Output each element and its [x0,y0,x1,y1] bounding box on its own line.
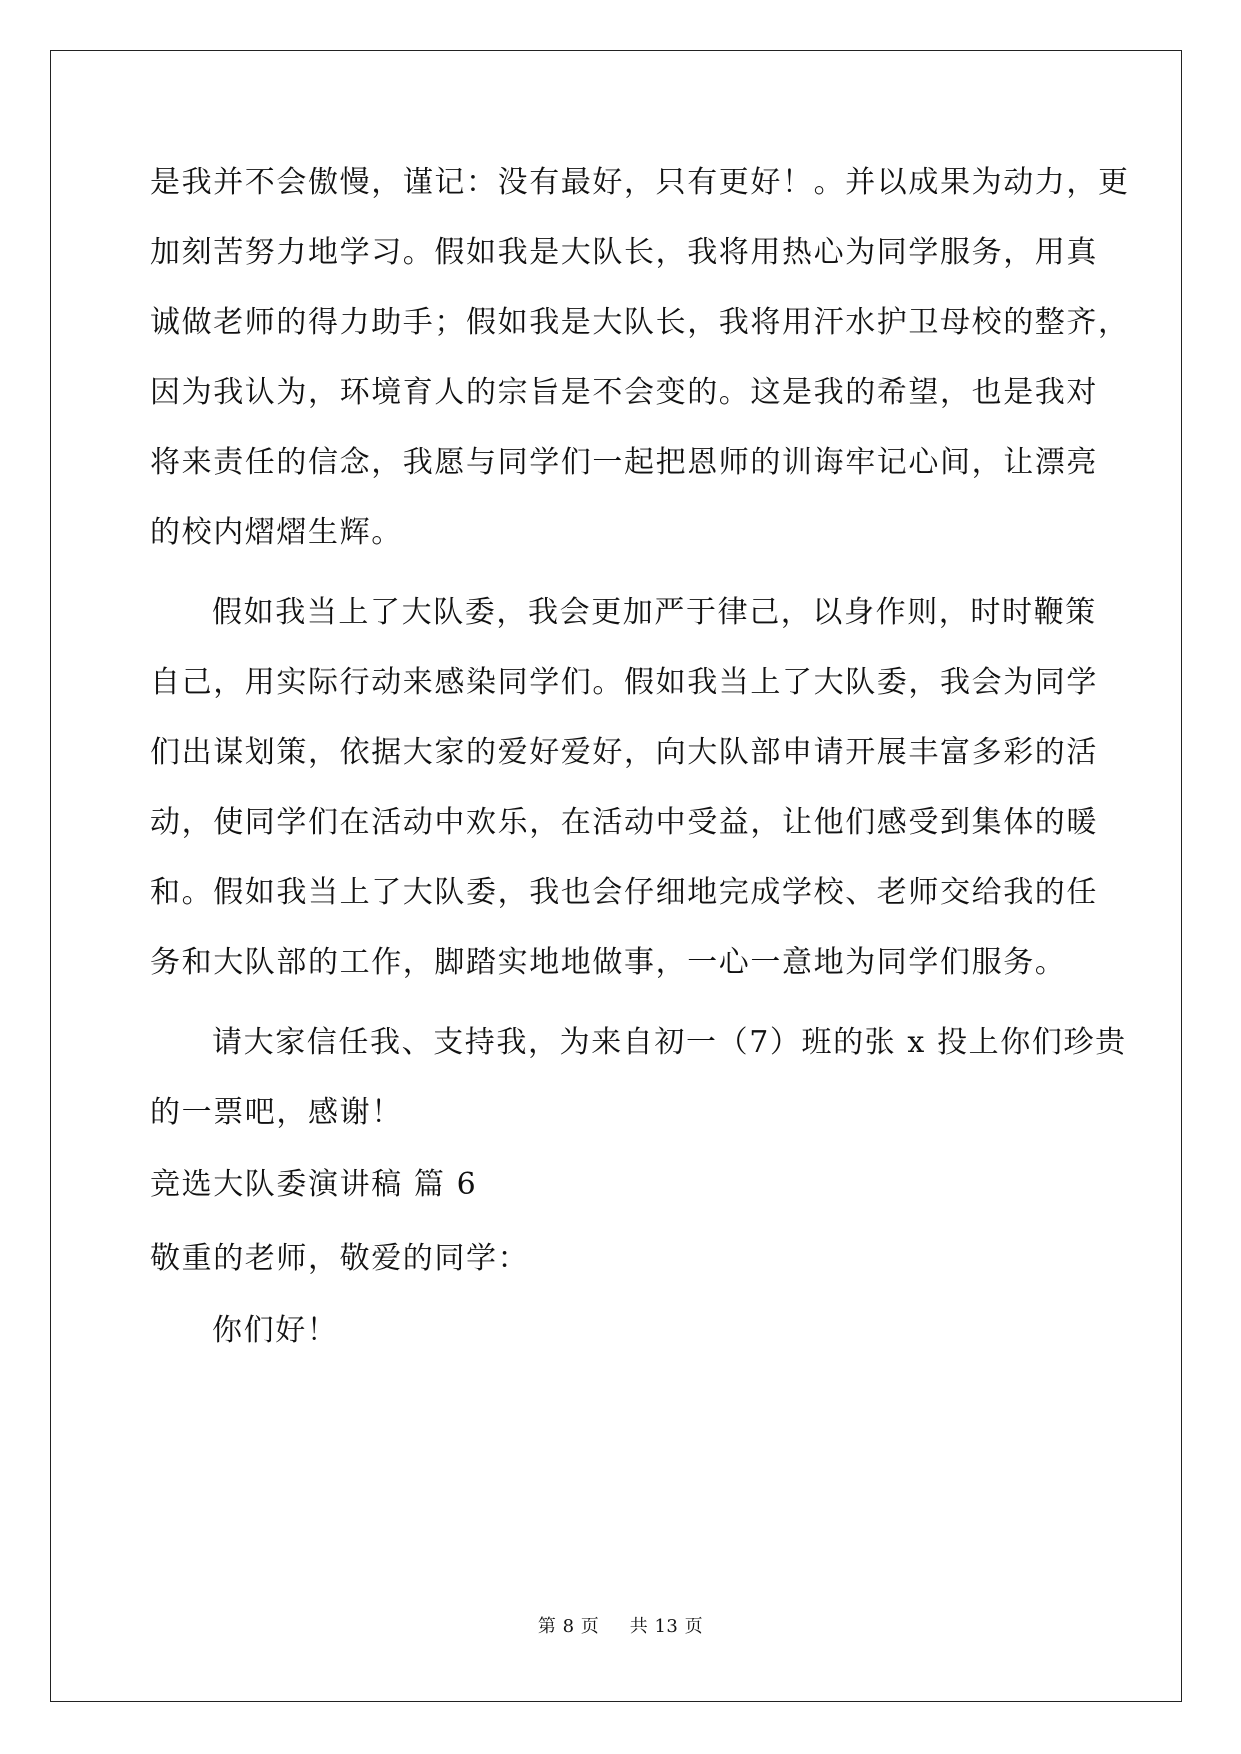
paragraph-2-line-6: 务和大队部的工作，脚踏实地地做事，一心一意地为同学们服务。 [150,945,1067,980]
paragraph-3-line-2: 的一票吧，感谢！ [150,1095,403,1130]
paragraph-1-line-4: 因为我认为，环境育人的宗旨是不会变的。这是我的希望，也是我对 [150,375,1098,410]
page-number: 第 8 页 [537,1616,600,1637]
paragraph-1-line-2: 加刻苦努力地学习。假如我是大队长，我将用热心为同学服务，用真 [150,235,1098,270]
total-pages: 共 13 页 [629,1616,704,1637]
paragraph-2-line-2: 自己，用实际行动来感染同学们。假如我当上了大队委，我会为同学 [150,665,1098,700]
paragraph-1-line-6: 的校内熠熠生辉。 [150,515,403,550]
paragraph-1-line-5: 将来责任的信念，我愿与同学们一起把恩师的训诲牢记心间，让漂亮 [150,445,1098,480]
salutation: 敬重的老师，敬爱的同学： [150,1241,530,1276]
paragraph-2-line-5: 和。假如我当上了大队委，我也会仔细地完成学校、老师交给我的任 [150,875,1098,910]
greeting: 你们好！ [212,1313,339,1348]
page-footer [0,1615,1241,1639]
paragraph-2-line-3: 们出谋划策，依据大家的爱好爱好，向大队部申请开展丰富多彩的活 [150,735,1098,770]
paragraph-2-line-1: 假如我当上了大队委，我会更加严于律己，以身作则，时时鞭策 [212,595,1097,630]
paragraph-3-line-1: 请大家信任我、支持我，为来自初一（7）班的张 x 投上你们珍贵 [212,1025,1127,1060]
paragraph-1-line-1: 是我并不会傲慢，谨记：没有最好，只有更好！。并以成果为动力，更 [150,165,1130,200]
paragraph-2-line-4: 动，使同学们在活动中欢乐，在活动中受益，让他们感受到集体的暖 [150,805,1098,840]
section-heading: 竞选大队委演讲稿 篇 6 [150,1167,478,1202]
paragraph-1-line-3: 诚做老师的得力助手；假如我是大队长，我将用汗水护卫母校的整齐， [150,305,1130,340]
